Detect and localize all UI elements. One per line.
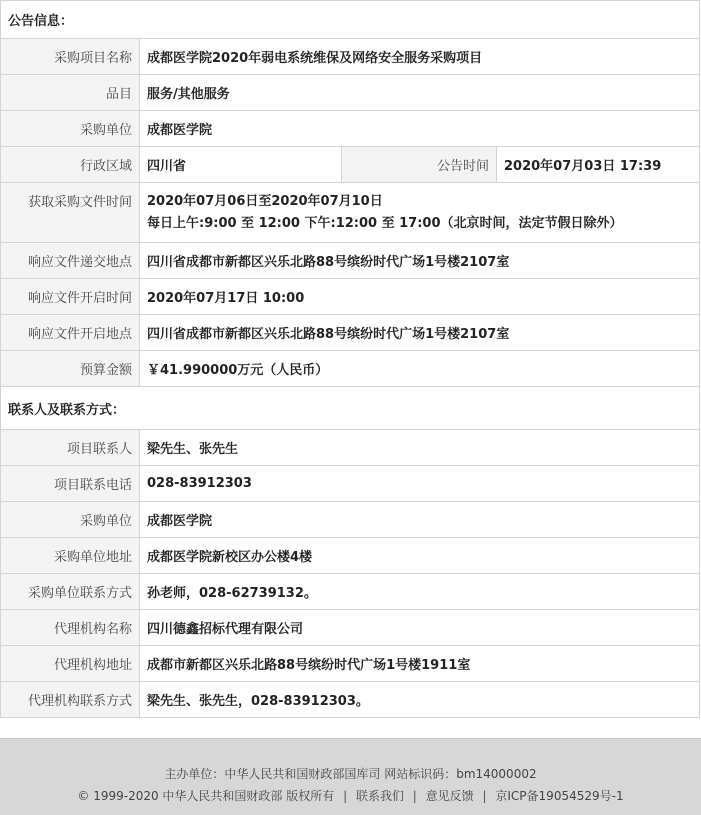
field-label: 采购单位联系方式 <box>1 574 140 610</box>
field-label: 代理机构地址 <box>1 646 140 682</box>
field-label: 代理机构联系方式 <box>1 682 140 718</box>
row-agency-contact <box>1 682 700 718</box>
doc-time-hours: 每日上午:9:00 至 12:00 下午:12:00 至 17:00（北京时间，法定节假日除外） <box>147 215 623 231</box>
field-label: 品目 <box>1 75 140 111</box>
budget-value: ￥41.990000万元（人民币） <box>140 351 700 387</box>
row-contact-purchaser <box>1 502 700 538</box>
row-region <box>1 147 700 183</box>
doc-time-value <box>140 183 700 243</box>
row-project-name <box>1 39 700 75</box>
field-label: 采购项目名称 <box>1 39 140 75</box>
row-purchaser <box>1 111 700 147</box>
field-label: 项目联系人 <box>1 430 140 466</box>
row-agency-name <box>1 610 700 646</box>
field-label: 采购单位 <box>1 502 140 538</box>
section-header-contacts <box>1 387 700 430</box>
announce-time-value: 2020年07月03日 17:39 <box>497 147 700 183</box>
field-label: 响应文件开启时间 <box>1 279 140 315</box>
row-agency-address <box>1 646 700 682</box>
section-title: 公告信息： <box>1 1 700 39</box>
purchaser-address-value: 成都医学院新校区办公楼4楼 <box>140 538 700 574</box>
footer-copyright: © 1999-2020 中华人民共和国财政部 版权所有 <box>77 789 335 803</box>
field-label: 响应文件递交地点 <box>1 243 140 279</box>
row-submit-place <box>1 243 700 279</box>
field-label: 项目联系电话 <box>1 466 140 502</box>
row-purchaser-contact <box>1 574 700 610</box>
agency-contact-value: 梁先生、张先生，028-83912303。 <box>140 682 700 718</box>
footer-links <box>0 788 701 804</box>
feedback-link[interactable]: 意见反馈 <box>425 789 474 803</box>
field-label: 采购单位地址 <box>1 538 140 574</box>
contact-purchaser-value: 成都医学院 <box>140 502 700 538</box>
row-budget <box>1 351 700 387</box>
row-purchaser-address <box>1 538 700 574</box>
site-footer <box>0 738 701 815</box>
icp-link[interactable]: 京ICP备19054529号-1 <box>495 789 624 803</box>
purchaser-value: 成都医学院 <box>140 111 700 147</box>
field-label: 预算金额 <box>1 351 140 387</box>
open-time-value: 2020年07月17日 10:00 <box>140 279 700 315</box>
row-open-place <box>1 315 700 351</box>
field-label: 响应文件开启地点 <box>1 315 140 351</box>
section-title: 联系人及联系方式： <box>1 387 700 430</box>
agency-name-value: 四川德鑫招标代理有限公司 <box>140 610 700 646</box>
row-doc-time <box>1 183 700 243</box>
row-category <box>1 75 700 111</box>
contact-us-link[interactable]: 联系我们 <box>355 789 404 803</box>
purchaser-contact-value: 孙老师，028-62739132。 <box>140 574 700 610</box>
category-value: 服务/其他服务 <box>140 75 700 111</box>
row-project-phone <box>1 466 700 502</box>
footer-separator: | <box>412 789 417 803</box>
project-phone-value: 028-83912303 <box>140 466 700 502</box>
row-open-time <box>1 279 700 315</box>
region-value: 四川省 <box>140 147 342 183</box>
project-name-value: 成都医学院2020年弱电系统维保及网络安全服务采购项目 <box>140 39 700 75</box>
agency-address-value: 成都市新都区兴乐北路88号缤纷时代广场1号楼1911室 <box>140 646 700 682</box>
field-label: 公告时间 <box>342 147 497 183</box>
submit-place-value: 四川省成都市新都区兴乐北路88号缤纷时代广场1号楼2107室 <box>140 243 700 279</box>
field-label: 代理机构名称 <box>1 610 140 646</box>
project-contact-value: 梁先生、张先生 <box>140 430 700 466</box>
footer-separator: | <box>482 789 487 803</box>
footer-separator: | <box>343 789 348 803</box>
doc-time-dates: 2020年07月06日至2020年07月10日 <box>147 193 383 209</box>
field-label: 行政区域 <box>1 147 140 183</box>
field-label: 采购单位 <box>1 111 140 147</box>
open-place-value: 四川省成都市新都区兴乐北路88号缤纷时代广场1号楼2107室 <box>140 315 700 351</box>
row-project-contact <box>1 430 700 466</box>
footer-organizer: 主办单位：中华人民共和国财政部国库司 网站标识码：bm14000002 <box>164 767 537 781</box>
section-header-announcement <box>1 1 700 39</box>
field-label: 获取采购文件时间 <box>1 183 140 243</box>
